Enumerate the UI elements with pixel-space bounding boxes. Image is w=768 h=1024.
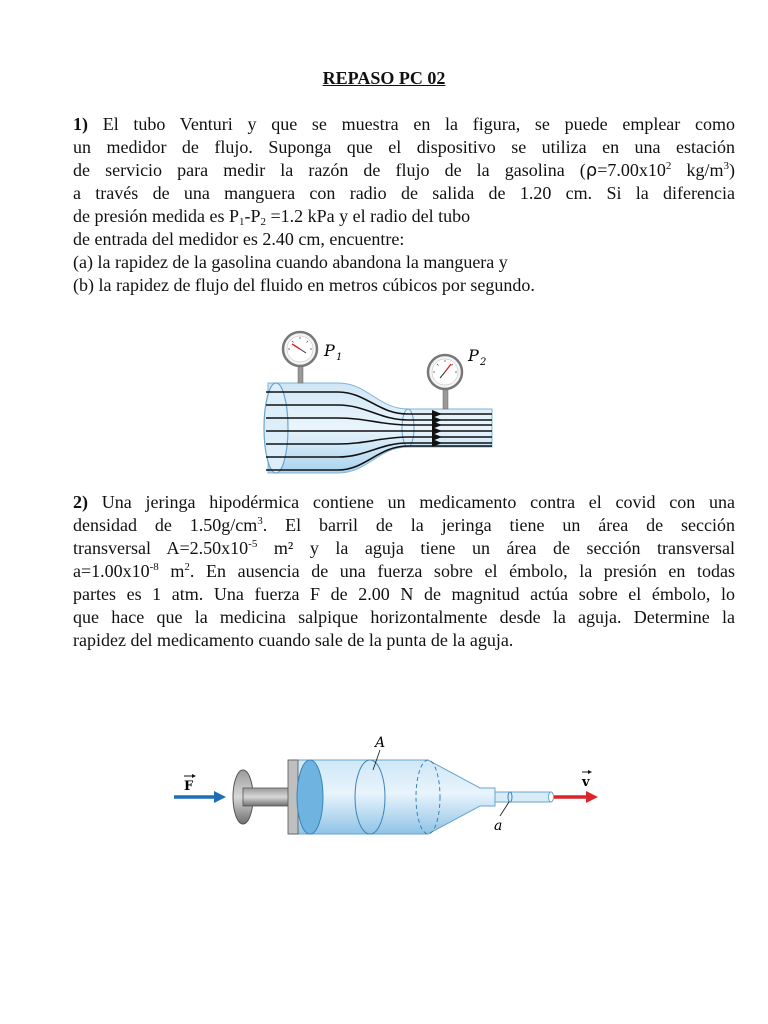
p1-line-4: a través de una manguera con radio de salida de 1.20 cm. Si la diferencia	[73, 183, 735, 203]
p1-line-8: (b) la rapidez de flujo del fluido en metros cúbicos por segundo.	[73, 275, 535, 295]
p2-line-4: $a=1.00x10^{-8}$ $m^2$. En ausencia de una fuerza sobre el émbolo, la presión en todas	[73, 561, 735, 581]
area-A-label: A	[375, 735, 386, 751]
p2-line-3: transversal $A=2.50x10^{-5}$ m² y la aguja tiene un área de sección transversal	[73, 538, 735, 558]
problem-1-text	[73, 113, 735, 297]
p1-label: P	[324, 341, 335, 360]
p1-line-3: de servicio para medir la razón de flujo de la gasolina ($\rho=7.00x10^2$ $kg/m^3$)	[73, 160, 735, 181]
venturi-tube-figure	[258, 325, 498, 475]
p1-line-6: de entrada del medidor es 2.40 cm, encuentre:	[73, 229, 405, 249]
area-a-label: a	[494, 818, 503, 834]
p2-line-7: rapidez del medicamento cuando sale de la punta de la aguja.	[73, 630, 514, 650]
p2-label-sub: 2	[480, 357, 487, 368]
p2-line-5: partes es 1 atm. Una fuerza F de 2.00 N de magnitud actúa sobre el émbolo, lo	[73, 584, 735, 604]
problem-2-text	[73, 491, 735, 652]
problem-2-number: 2)	[73, 492, 88, 512]
velocity-label: v	[582, 775, 590, 790]
p2-line-2: densidad de $1.50g/cm^3$. El barril de la jeringa tiene un área de sección	[73, 515, 735, 535]
p1-line-5: de presión medida es $P_1-P_2 =1.2$ kPa y el radio del tubo	[73, 206, 471, 228]
p2-line-6: que hace que la medicina salpique horizontalmente desde la aguja. Determine la	[73, 607, 735, 627]
pressure-gauge-1	[283, 332, 317, 383]
p1-line-1: 1) El tubo Venturi y que se muestra en la figura, se puede emplear como	[73, 114, 735, 134]
p1-line-2: un medidor de flujo. Suponga que el dispositivo se utiliza en una estación	[73, 137, 735, 157]
page-title: REPASO PC 02	[322, 68, 446, 88]
p1-label-sub: 1	[336, 352, 343, 363]
p1-line-7: (a) la rapidez de la gasolina cuando abandona la manguera y	[73, 252, 508, 272]
p2-label: P	[468, 346, 479, 365]
problem-1-number: 1)	[73, 114, 88, 134]
pressure-gauge-2	[428, 355, 462, 409]
rho-symbol: ρ	[585, 160, 598, 181]
force-label: F	[184, 779, 194, 794]
p2-line-1: 2) Una jeringa hipodérmica contiene un medicamento contra el covid con una	[73, 492, 735, 512]
syringe-figure	[170, 730, 605, 840]
